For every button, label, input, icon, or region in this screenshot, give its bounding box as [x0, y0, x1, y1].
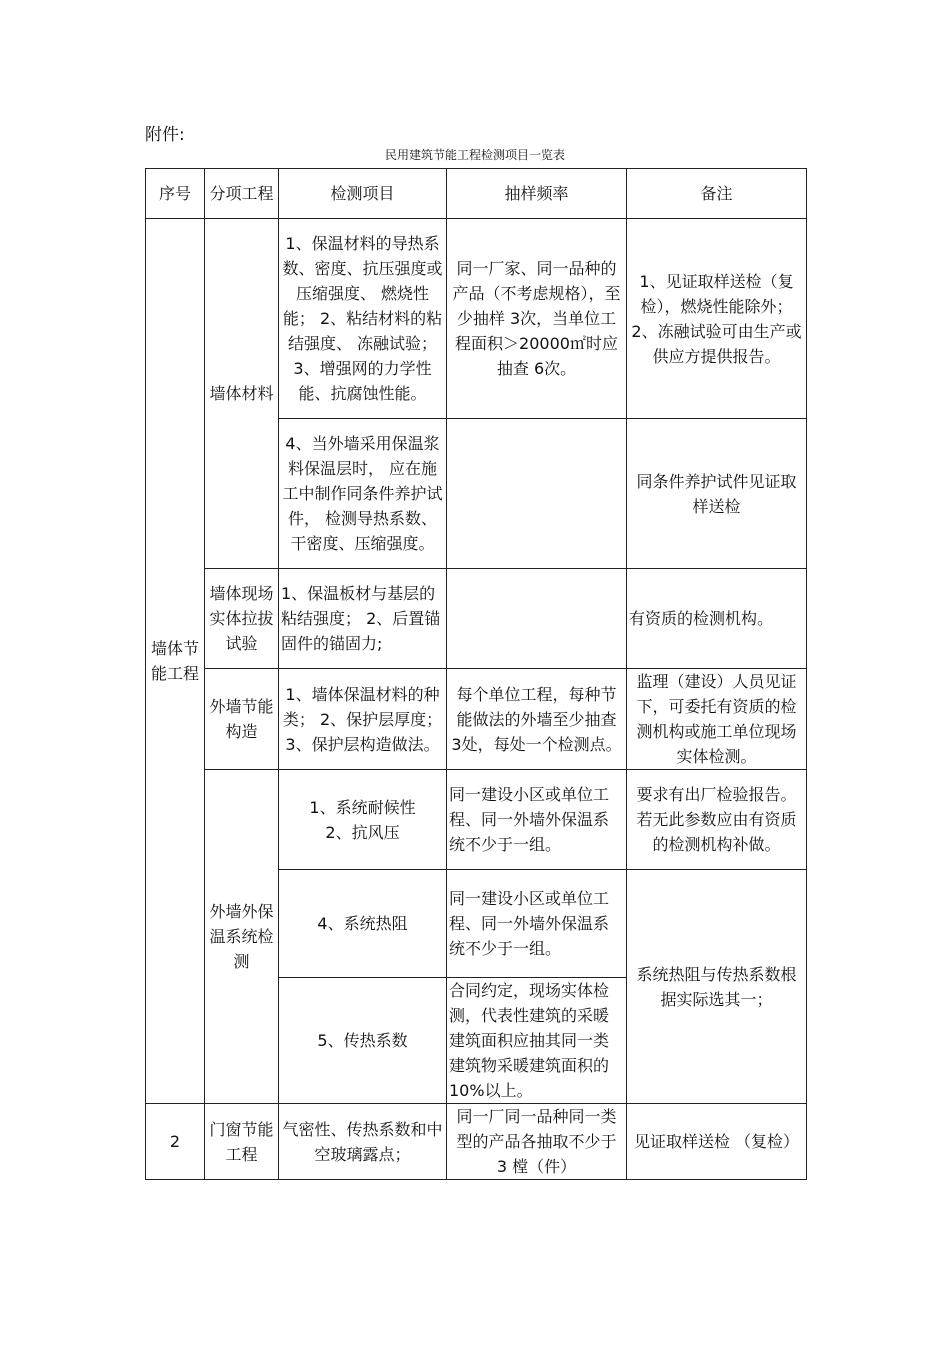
system-row3-item: 5、传热系数 — [279, 978, 447, 1104]
attachment-label: 附件: — [145, 125, 185, 145]
wall-material-freq2 — [447, 419, 627, 569]
table-header-row — [146, 169, 807, 219]
table-row — [146, 770, 807, 870]
system-row1-item — [279, 770, 447, 870]
header-sub-project: 分项工程 — [205, 169, 279, 219]
table-row — [146, 219, 807, 419]
window-door-note: 见证取样送检 （复检） — [627, 1104, 807, 1180]
system-wind-pressure-item: 2、抗风压 — [325, 822, 400, 842]
inspection-items-table — [145, 168, 807, 1180]
construction-note: 监理（建设）人员见证下，可委托有资质的检测机构或施工单位现场实体检测。 — [627, 669, 807, 770]
table-row — [146, 669, 807, 770]
construction-name: 外墙节能构造 — [205, 669, 279, 770]
system-row2-freq: 同一建设小区或单位工程、同一外墙外保温系统不少于一组。 — [447, 870, 627, 978]
pullout-test-freq — [447, 569, 627, 669]
system-row1-freq: 同一建设小区或单位工程、同一外墙外保温系统不少于一组。 — [447, 770, 627, 870]
system-row23-note: 系统热阻与传热系数根据实际选其一； — [627, 870, 807, 1104]
header-sampling-frequency: 抽样频率 — [447, 169, 627, 219]
group1-seq-cell: 墙体节能工程 — [146, 219, 205, 1104]
construction-freq: 每个单位工程，每种节能做法的外墙至少抽查 3处，每处一个检测点。 — [447, 669, 627, 770]
wall-material-item1: 1、保温材料的导热系数、密度、抗压强度或压缩强度、 燃烧性能； 2、粘结材料的粘结强度、 冻融试验；3、增强网的力学性能、抗腐蚀性能。 — [279, 219, 447, 419]
system-test-name: 外墙外保温系统检测 — [205, 770, 279, 1104]
table-row — [146, 569, 807, 669]
construction-item: 1、墙体保温材料的种类； 2、保护层厚度；3、保护层构造做法。 — [279, 669, 447, 770]
window-door-freq: 同一厂同一品种同一类型的产品各抽取不少于 3 樘（件） — [447, 1104, 627, 1180]
window-door-item: 气密性、传热系数和中空玻璃露点； — [279, 1104, 447, 1180]
system-row1-note: 要求有出厂检验报告。若无此参数应由有资质的检测机构补做。 — [627, 770, 807, 870]
table-title: 民用建筑节能工程检测项目一览表 — [384, 148, 565, 162]
group2-seq-cell: 2 — [146, 1104, 205, 1180]
window-door-name: 门窗节能工程 — [205, 1104, 279, 1180]
wall-material-note2: 同条件养护试件见证取样送检 — [627, 419, 807, 569]
wall-material-freq1: 同一厂家、同一品种的产品（不考虑规格），至少抽样 3次，当单位工程面积＞20000㎡时应抽查 6次。 — [447, 219, 627, 419]
wall-material-note1: 1、见证取样送检（复检），燃烧性能除外；2、冻融试验可由生产或供应方提供报告。 — [627, 219, 807, 419]
header-test-item: 检测项目 — [279, 169, 447, 219]
wall-material-item2: 4、当外墙采用保温浆料保温层时， 应在施工中制作同条件养护试件， 检测导热系数、干密度、压缩强度。 — [279, 419, 447, 569]
system-row3-freq: 合同约定，现场实体检测，代表性建筑的采暖建筑面积应抽其同一类建筑物采暖建筑面积的 10%以上。 — [447, 978, 627, 1104]
system-row2-item: 4、系统热阻 — [279, 870, 447, 978]
pullout-test-name: 墙体现场实体拉拔试验 — [205, 569, 279, 669]
header-seq: 序号 — [146, 169, 205, 219]
wall-material-name: 墙体材料 — [205, 219, 279, 569]
pullout-test-item: 1、保温板材与基层的粘结强度； 2、后置锚固件的锚固力; — [279, 569, 447, 669]
table-row — [146, 1104, 807, 1180]
system-weathering-item: 1、系统耐候性 — [309, 797, 416, 817]
pullout-test-note: 有资质的检测机构。 — [627, 569, 807, 669]
header-remarks: 备注 — [627, 169, 807, 219]
